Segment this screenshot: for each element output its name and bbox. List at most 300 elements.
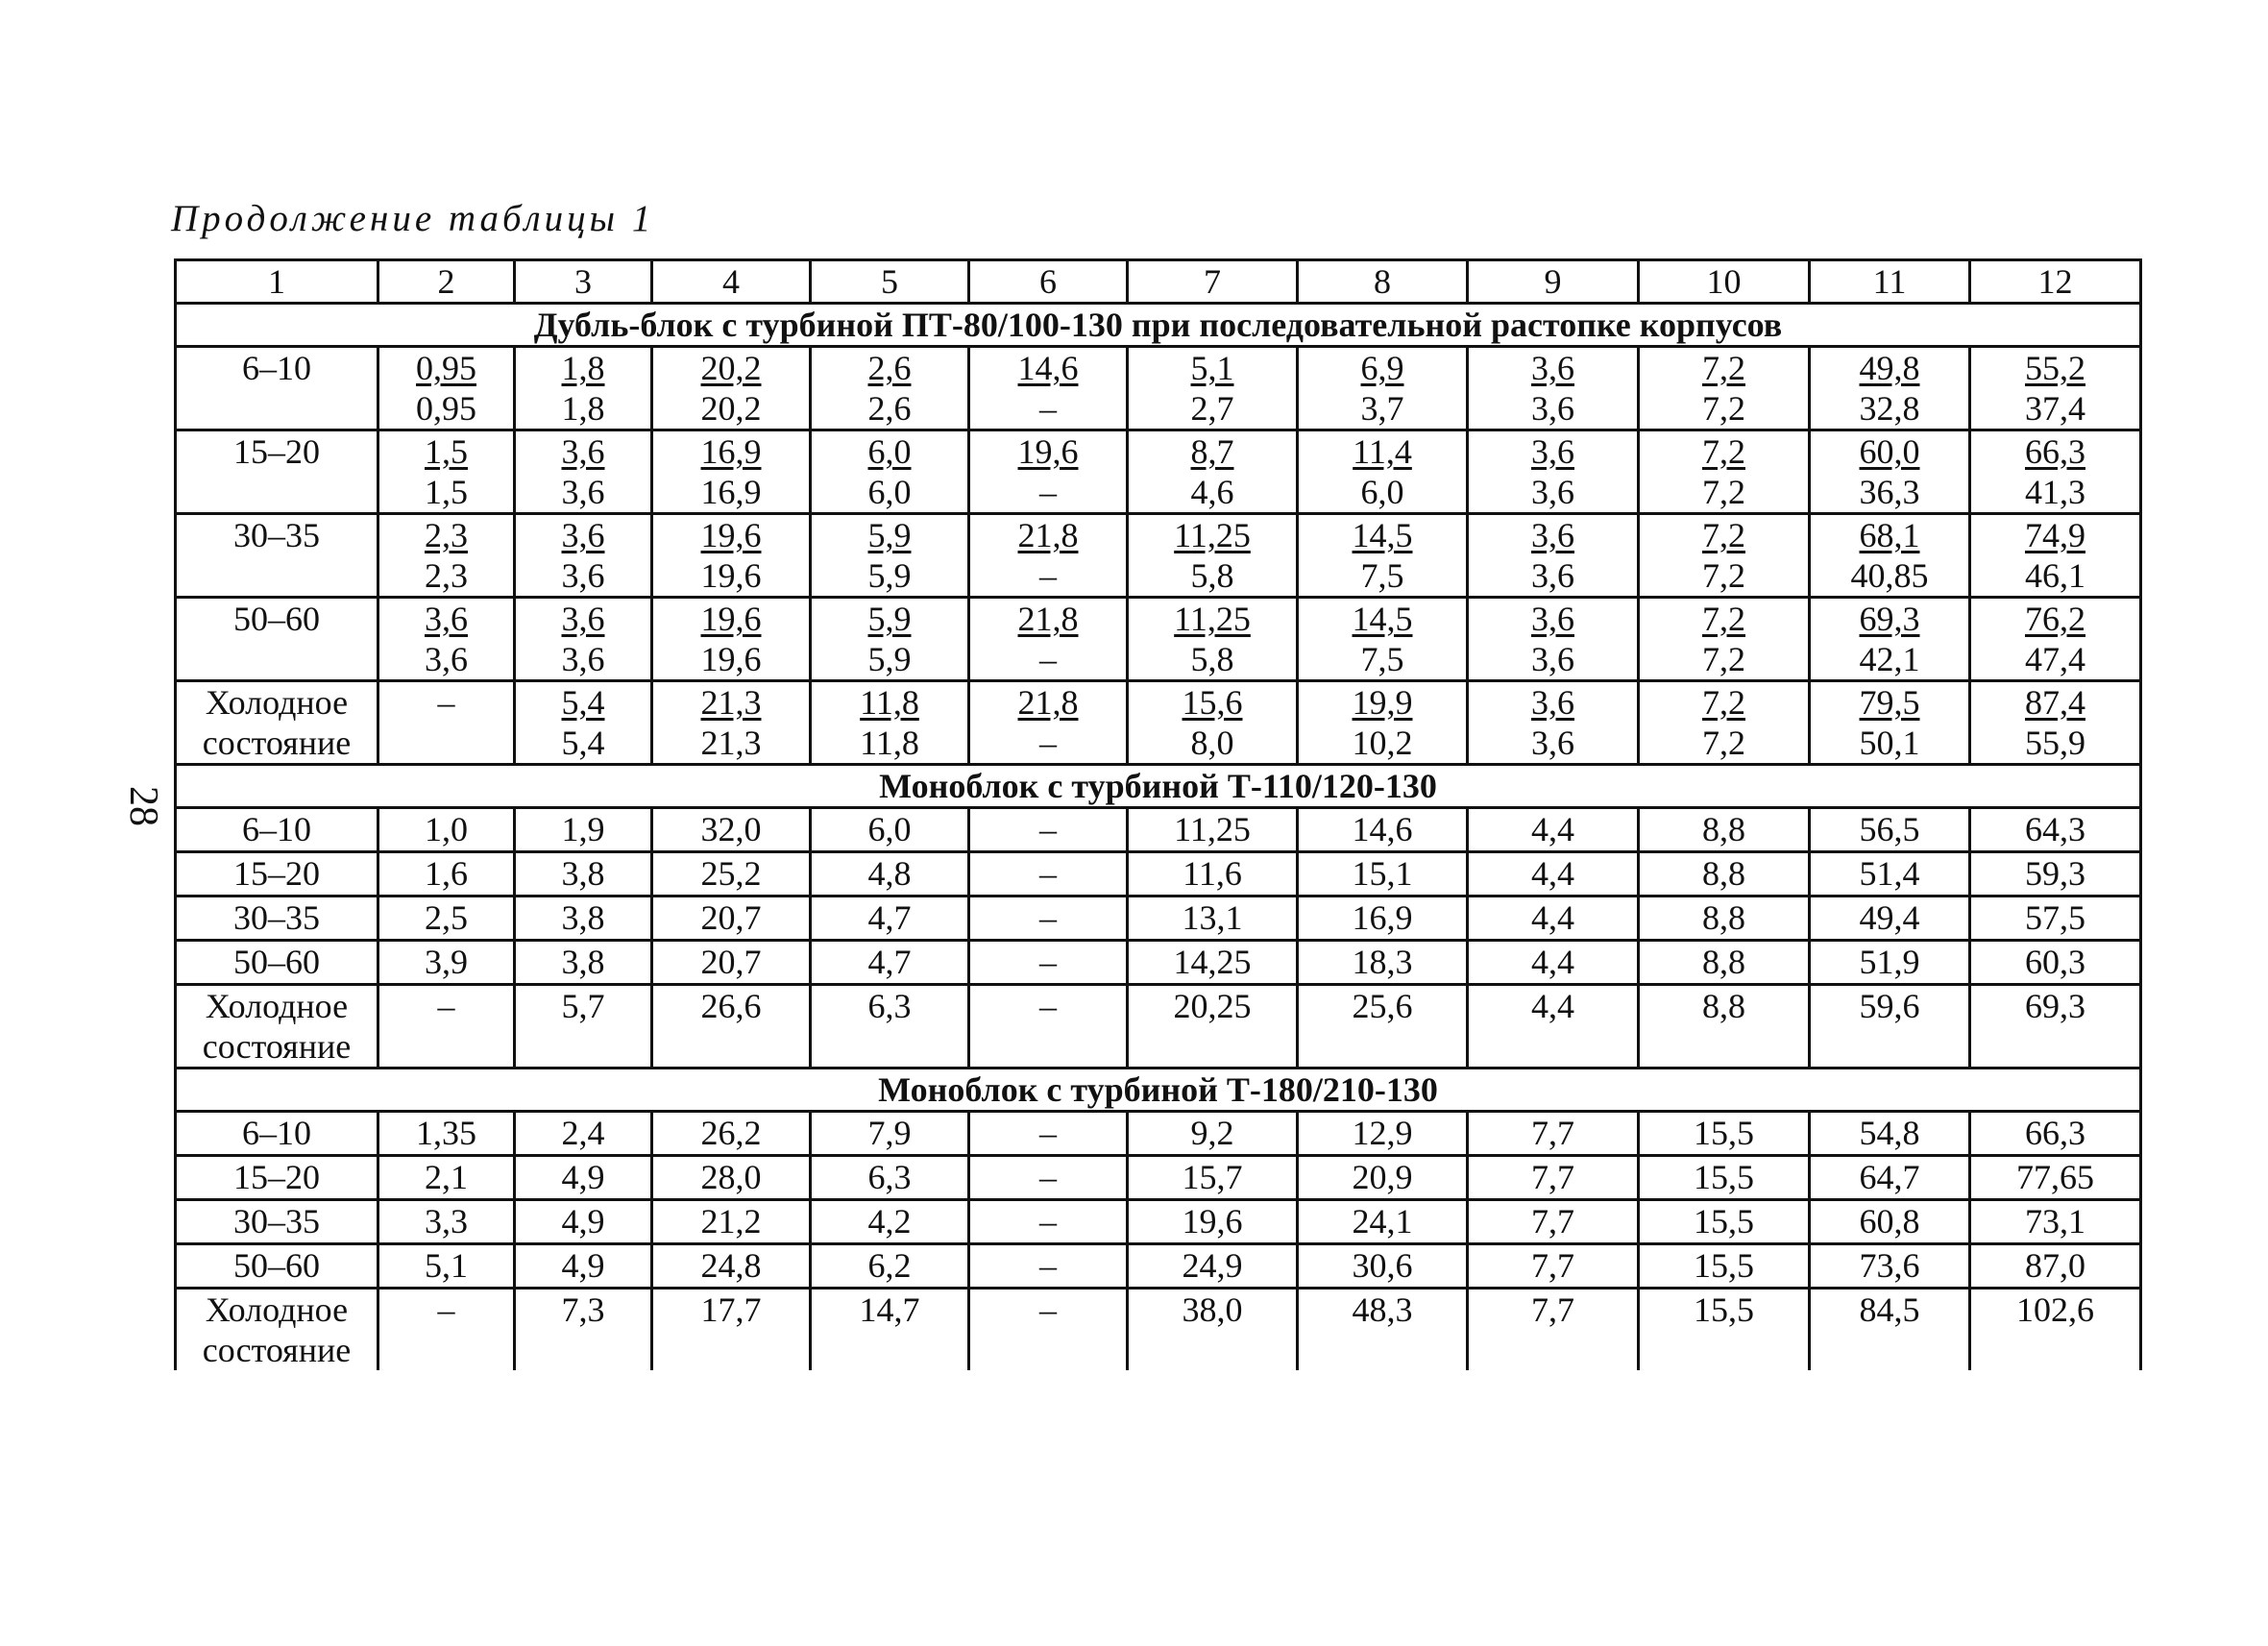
cell-denominator: 7,5 — [1360, 640, 1404, 678]
cell-denominator: 3,6 — [561, 473, 605, 511]
table-cell: 38,0 — [1128, 1289, 1298, 1371]
table-cell: 5,7 — [515, 985, 652, 1069]
table-cell: 14,6 — [1298, 808, 1468, 852]
cell-denominator: 3,6 — [1531, 473, 1574, 511]
table-cell: – — [378, 985, 515, 1069]
table-cell: 20,7 — [652, 897, 811, 941]
table-cell: 24,8 — [652, 1244, 811, 1289]
fraction-cell — [1468, 514, 1639, 598]
table-cell: 20,25 — [1128, 985, 1298, 1069]
table-cell: 25,6 — [1298, 985, 1468, 1069]
cell-numerator: 3,6 — [1531, 432, 1574, 471]
fraction-cell — [515, 347, 652, 430]
table-cell: 8,8 — [1639, 808, 1810, 852]
table-cell: 30,6 — [1298, 1244, 1468, 1289]
table-cell: 15,5 — [1639, 1112, 1810, 1156]
table-cell: 48,3 — [1298, 1289, 1468, 1371]
cell-denominator: 5,8 — [1190, 556, 1234, 595]
cell-numerator: 15,6 — [1182, 683, 1243, 722]
cell-denominator: 47,4 — [2025, 640, 2085, 678]
fraction-cell — [811, 347, 969, 430]
table-row — [176, 430, 2141, 514]
cell-numerator: 66,3 — [2025, 432, 2085, 471]
table-cell: 3,8 — [515, 941, 652, 985]
fraction-cell — [378, 430, 515, 514]
table-cell: 2,5 — [378, 897, 515, 941]
fraction-cell — [969, 347, 1128, 430]
table-cell: 3,8 — [515, 897, 652, 941]
table-row — [176, 808, 2141, 852]
table-cell: 7,3 — [515, 1289, 652, 1371]
fraction-cell — [378, 681, 515, 765]
row-label: 50–60 — [176, 598, 378, 681]
table-cell: 1,35 — [378, 1112, 515, 1156]
cell-numerator: 19,6 — [1017, 432, 1079, 471]
cell-denominator: 50,1 — [1859, 724, 1920, 762]
fraction-cell — [378, 347, 515, 430]
cell-denominator: 11,8 — [860, 724, 919, 762]
cell-numerator: 69,3 — [1859, 600, 1920, 638]
cell-numerator: 7,2 — [1702, 516, 1745, 554]
row-label: 15–20 — [176, 1156, 378, 1200]
cell-denominator: 7,2 — [1702, 640, 1745, 678]
fraction-cell — [1970, 430, 2141, 514]
column-number-row — [176, 260, 2141, 304]
table-cell: 9,2 — [1128, 1112, 1298, 1156]
cell-numerator: 76,2 — [2025, 600, 2085, 638]
table-row — [176, 1244, 2141, 1289]
cell-numerator: 2,3 — [425, 516, 468, 554]
cell-numerator: 1,5 — [425, 432, 468, 471]
table-cell: 15,5 — [1639, 1244, 1810, 1289]
table-cell: 4,4 — [1468, 985, 1639, 1069]
fraction-cell — [1468, 598, 1639, 681]
fraction-cell — [652, 598, 811, 681]
cell-numerator: 3,6 — [425, 600, 468, 638]
table-cell: 4,4 — [1468, 852, 1639, 897]
table-row — [176, 347, 2141, 430]
cell-denominator: 5,9 — [867, 556, 912, 595]
fraction-cell — [652, 347, 811, 430]
fraction-cell — [1128, 514, 1298, 598]
fraction-cell — [1298, 347, 1468, 430]
cell-denominator: 46,1 — [2025, 556, 2085, 595]
fraction-cell — [1128, 598, 1298, 681]
table-cell: 18,3 — [1298, 941, 1468, 985]
cell-numerator: 21,8 — [1017, 600, 1079, 638]
table-row — [176, 1156, 2141, 1200]
cell-denominator: 3,6 — [1531, 724, 1574, 762]
table-cell: 1,6 — [378, 852, 515, 897]
table-cell: 59,6 — [1810, 985, 1970, 1069]
table-cell: 15,5 — [1639, 1200, 1810, 1244]
fraction-cell — [1128, 347, 1298, 430]
cell-numerator: 3,6 — [1531, 516, 1574, 554]
section-title-row — [176, 1069, 2141, 1112]
page-number: 28 — [121, 786, 165, 826]
cell-numerator: 55,2 — [2025, 349, 2085, 387]
cell-denominator: 7,5 — [1360, 556, 1404, 595]
cell-denominator: 16,9 — [700, 473, 762, 511]
table-cell: 15,5 — [1639, 1156, 1810, 1200]
row-label: 6–10 — [176, 347, 378, 430]
cell-numerator: 21,8 — [1017, 516, 1079, 554]
table-row — [176, 598, 2141, 681]
cell-denominator: 3,6 — [561, 556, 605, 595]
table-cell: 77,65 — [1970, 1156, 2141, 1200]
column-number-cell: 1 — [176, 260, 378, 304]
column-number-cell: 12 — [1970, 260, 2141, 304]
row-label: 30–35 — [176, 1200, 378, 1244]
row-label: 50–60 — [176, 941, 378, 985]
cell-numerator: 3,6 — [1531, 600, 1574, 638]
cell-denominator: 3,6 — [425, 640, 468, 678]
cell-denominator: 6,0 — [1360, 473, 1404, 511]
cell-denominator: 40,85 — [1850, 556, 1929, 595]
table-cell: 4,7 — [811, 897, 969, 941]
table-cell: – — [969, 808, 1128, 852]
cell-numerator: 8,7 — [1190, 432, 1234, 471]
table-row — [176, 897, 2141, 941]
column-number-cell: 6 — [969, 260, 1128, 304]
cell-numerator: 14,5 — [1352, 516, 1413, 554]
column-number-cell: 3 — [515, 260, 652, 304]
table-cell: – — [969, 897, 1128, 941]
fraction-cell — [1468, 347, 1639, 430]
table-cell: 60,8 — [1810, 1200, 1970, 1244]
cell-numerator: 6,9 — [1360, 349, 1404, 387]
cell-denominator: – — [1039, 640, 1057, 678]
cell-numerator: 19,6 — [700, 600, 762, 638]
fraction-cell — [969, 514, 1128, 598]
column-number-cell: 11 — [1810, 260, 1970, 304]
table-cell: 6,0 — [811, 808, 969, 852]
cell-denominator: 42,1 — [1859, 640, 1920, 678]
cell-denominator: 2,6 — [867, 389, 912, 428]
cell-denominator: 2,3 — [425, 556, 468, 595]
cell-numerator: 20,2 — [700, 349, 762, 387]
table-cell: 24,1 — [1298, 1200, 1468, 1244]
cell-numerator: 21,3 — [700, 683, 762, 722]
fraction-cell — [1468, 430, 1639, 514]
cell-denominator: 3,6 — [561, 640, 605, 678]
table-cell: 26,2 — [652, 1112, 811, 1156]
column-number-cell: 2 — [378, 260, 515, 304]
column-number-cell: 10 — [1639, 260, 1810, 304]
cell-numerator: 11,4 — [1353, 432, 1412, 471]
table-cell: 2,4 — [515, 1112, 652, 1156]
cell-numerator: 0,95 — [416, 349, 476, 387]
cell-denominator: – — [1039, 724, 1057, 762]
table-cell: 32,0 — [652, 808, 811, 852]
fraction-cell — [378, 598, 515, 681]
table-cell: 4,4 — [1468, 941, 1639, 985]
section-title-row — [176, 765, 2141, 808]
table-cell: 2,1 — [378, 1156, 515, 1200]
table-cell: 11,6 — [1128, 852, 1298, 897]
cell-denominator: 36,3 — [1859, 473, 1920, 511]
fraction-cell — [1128, 681, 1298, 765]
table-cell: 7,7 — [1468, 1200, 1639, 1244]
cell-denominator: 10,2 — [1352, 724, 1413, 762]
cell-denominator: 21,3 — [700, 724, 762, 762]
section-title-row — [176, 304, 2141, 347]
table-row — [176, 1289, 2141, 1371]
fraction-cell — [378, 514, 515, 598]
cell-denominator: – — [1039, 389, 1057, 428]
table-row — [176, 514, 2141, 598]
cell-numerator: 19,6 — [700, 516, 762, 554]
fraction-cell — [1298, 598, 1468, 681]
table-cell: – — [969, 1200, 1128, 1244]
table-cell: 28,0 — [652, 1156, 811, 1200]
table-cell: 8,8 — [1639, 852, 1810, 897]
cell-denominator: 3,6 — [1531, 640, 1574, 678]
column-number-cell: 9 — [1468, 260, 1639, 304]
table-row — [176, 1112, 2141, 1156]
table-cell: 1,9 — [515, 808, 652, 852]
cell-denominator: 7,2 — [1702, 389, 1745, 428]
cell-numerator: 1,8 — [561, 349, 605, 387]
cell-numerator: 3,6 — [561, 516, 605, 554]
table-cell: 69,3 — [1970, 985, 2141, 1069]
table-cell: 1,0 — [378, 808, 515, 852]
table-cell: 7,7 — [1468, 1244, 1639, 1289]
cell-denominator: 5,9 — [867, 640, 912, 678]
table-cell: 6,2 — [811, 1244, 969, 1289]
table-cell: 8,8 — [1639, 941, 1810, 985]
cell-numerator: 74,9 — [2025, 516, 2085, 554]
column-number-cell: 7 — [1128, 260, 1298, 304]
table-cell: 4,9 — [515, 1200, 652, 1244]
cell-denominator: 32,8 — [1859, 389, 1920, 428]
cell-numerator: 79,5 — [1859, 683, 1920, 722]
fraction-cell — [1639, 430, 1810, 514]
table-caption: Продолжение таблицы 1 — [171, 198, 655, 239]
fraction-cell — [1298, 681, 1468, 765]
cell-numerator: 3,6 — [561, 600, 605, 638]
fraction-cell — [811, 514, 969, 598]
cell-denominator: 3,7 — [1360, 389, 1404, 428]
fraction-cell — [515, 681, 652, 765]
fraction-cell — [1810, 347, 1970, 430]
table-cell: 20,9 — [1298, 1156, 1468, 1200]
table-cell: 7,7 — [1468, 1112, 1639, 1156]
table-cell: 15,5 — [1639, 1289, 1810, 1371]
cell-numerator: 7,2 — [1702, 349, 1745, 387]
column-number-cell: 4 — [652, 260, 811, 304]
cell-numerator: 3,6 — [561, 432, 605, 471]
row-label: Холодное состояние — [176, 681, 378, 765]
table-cell: 4,2 — [811, 1200, 969, 1244]
table-cell: 4,7 — [811, 941, 969, 985]
table-cell: 3,8 — [515, 852, 652, 897]
fraction-cell — [1810, 514, 1970, 598]
table-cell: – — [969, 1289, 1128, 1371]
row-label: Холодное состояние — [176, 985, 378, 1069]
cell-denominator: 37,4 — [2025, 389, 2085, 428]
table-cell: 20,7 — [652, 941, 811, 985]
fraction-cell — [969, 430, 1128, 514]
data-table — [174, 258, 2142, 1370]
row-label: Холодное состояние — [176, 1289, 378, 1371]
cell-denominator: 4,6 — [1190, 473, 1234, 511]
table-cell: 16,9 — [1298, 897, 1468, 941]
table-row — [176, 681, 2141, 765]
table-row — [176, 852, 2141, 897]
table-cell: 4,9 — [515, 1156, 652, 1200]
table-cell: 54,8 — [1810, 1112, 1970, 1156]
table-cell: 25,2 — [652, 852, 811, 897]
fraction-cell — [652, 681, 811, 765]
cell-numerator: 5,9 — [867, 516, 912, 554]
table-cell: 59,3 — [1970, 852, 2141, 897]
cell-denominator: 3,6 — [1531, 389, 1574, 428]
table-cell: 51,4 — [1810, 852, 1970, 897]
fraction-cell — [811, 681, 969, 765]
table-cell: 15,7 — [1128, 1156, 1298, 1200]
fraction-cell — [1970, 598, 2141, 681]
cell-numerator: – — [437, 683, 455, 722]
table-cell: 24,9 — [1128, 1244, 1298, 1289]
cell-numerator: 11,25 — [1174, 516, 1251, 554]
table-cell: – — [969, 852, 1128, 897]
table-cell: 64,7 — [1810, 1156, 1970, 1200]
cell-numerator: 5,9 — [867, 600, 912, 638]
cell-denominator: 7,2 — [1702, 473, 1745, 511]
table-cell: 12,9 — [1298, 1112, 1468, 1156]
cell-denominator: 19,6 — [700, 556, 762, 595]
cell-denominator: 41,3 — [2025, 473, 2085, 511]
cell-numerator: 21,8 — [1017, 683, 1079, 722]
table-cell: 7,9 — [811, 1112, 969, 1156]
cell-numerator: 14,6 — [1017, 349, 1079, 387]
fraction-cell — [1639, 514, 1810, 598]
cell-denominator: 3,6 — [1531, 556, 1574, 595]
table-cell: 49,4 — [1810, 897, 1970, 941]
fraction-cell — [1810, 430, 1970, 514]
table-cell: 57,5 — [1970, 897, 2141, 941]
cell-numerator: 87,4 — [2025, 683, 2085, 722]
table-cell: 8,8 — [1639, 897, 1810, 941]
cell-denominator: – — [1039, 556, 1057, 595]
table-cell: 51,9 — [1810, 941, 1970, 985]
table-row — [176, 941, 2141, 985]
table-cell: 6,3 — [811, 985, 969, 1069]
cell-denominator: 8,0 — [1190, 724, 1234, 762]
table-cell: – — [969, 1244, 1128, 1289]
table-cell: 4,4 — [1468, 897, 1639, 941]
cell-numerator: 6,0 — [867, 432, 912, 471]
fraction-cell — [515, 430, 652, 514]
section-title: Моноблок с турбиной Т-180/210-130 — [176, 1069, 2141, 1112]
table-cell: – — [969, 985, 1128, 1069]
table-cell: 13,1 — [1128, 897, 1298, 941]
cell-numerator: 7,2 — [1702, 432, 1745, 471]
table-cell: 66,3 — [1970, 1112, 2141, 1156]
cell-numerator: 16,9 — [700, 432, 762, 471]
cell-numerator: 68,1 — [1859, 516, 1920, 554]
cell-denominator: 1,5 — [425, 473, 468, 511]
cell-numerator: 2,6 — [867, 349, 912, 387]
cell-denominator: 19,6 — [700, 640, 762, 678]
cell-denominator: 5,8 — [1190, 640, 1234, 678]
cell-numerator: 7,2 — [1702, 600, 1745, 638]
table-cell: – — [378, 1289, 515, 1371]
fraction-cell — [515, 514, 652, 598]
table-cell: – — [969, 1156, 1128, 1200]
row-label: 30–35 — [176, 514, 378, 598]
table-cell: 21,2 — [652, 1200, 811, 1244]
table-cell: 56,5 — [1810, 808, 1970, 852]
cell-numerator: 60,0 — [1859, 432, 1920, 471]
table-cell: 3,9 — [378, 941, 515, 985]
table-cell: 11,25 — [1128, 808, 1298, 852]
table-cell: – — [969, 1112, 1128, 1156]
table-cell: 17,7 — [652, 1289, 811, 1371]
cell-numerator: 19,9 — [1352, 683, 1413, 722]
row-label: 50–60 — [176, 1244, 378, 1289]
cell-denominator: 7,2 — [1702, 724, 1745, 762]
fraction-cell — [652, 430, 811, 514]
table-cell: 8,8 — [1639, 985, 1810, 1069]
table-cell: 84,5 — [1810, 1289, 1970, 1371]
table-cell: 4,4 — [1468, 808, 1639, 852]
row-label: 30–35 — [176, 897, 378, 941]
cell-numerator: 7,2 — [1702, 683, 1745, 722]
fraction-cell — [1970, 681, 2141, 765]
fraction-cell — [1970, 514, 2141, 598]
fraction-cell — [1468, 681, 1639, 765]
table-cell: – — [969, 941, 1128, 985]
fraction-cell — [811, 598, 969, 681]
fraction-cell — [1970, 347, 2141, 430]
cell-denominator: 7,2 — [1702, 556, 1745, 595]
fraction-cell — [811, 430, 969, 514]
row-label: 15–20 — [176, 852, 378, 897]
section-title: Дубль-блок с турбиной ПТ-80/100-130 при последовательной растопке корпусов — [176, 304, 2141, 347]
table-cell: 87,0 — [1970, 1244, 2141, 1289]
table-cell: 73,6 — [1810, 1244, 1970, 1289]
cell-numerator: 5,1 — [1190, 349, 1234, 387]
fraction-cell — [1128, 430, 1298, 514]
column-number-cell: 5 — [811, 260, 969, 304]
table-cell: 73,1 — [1970, 1200, 2141, 1244]
fraction-cell — [1810, 598, 1970, 681]
cell-numerator: 3,6 — [1531, 349, 1574, 387]
table-cell: 4,8 — [811, 852, 969, 897]
table-cell: 4,9 — [515, 1244, 652, 1289]
table-row — [176, 985, 2141, 1069]
cell-numerator: 49,8 — [1859, 349, 1920, 387]
column-number-cell: 8 — [1298, 260, 1468, 304]
table-cell: 19,6 — [1128, 1200, 1298, 1244]
row-label: 6–10 — [176, 808, 378, 852]
table-cell: 14,7 — [811, 1289, 969, 1371]
cell-numerator: 5,4 — [561, 683, 605, 722]
fraction-cell — [1639, 681, 1810, 765]
row-label: 15–20 — [176, 430, 378, 514]
table-cell: 102,6 — [1970, 1289, 2141, 1371]
table-cell: 6,3 — [811, 1156, 969, 1200]
row-label: 6–10 — [176, 1112, 378, 1156]
cell-numerator: 11,8 — [860, 683, 919, 722]
cell-denominator: 0,95 — [416, 389, 476, 428]
cell-denominator: 1,8 — [561, 389, 605, 428]
cell-numerator: 11,25 — [1174, 600, 1251, 638]
cell-denominator: 5,4 — [561, 724, 605, 762]
fraction-cell — [969, 681, 1128, 765]
